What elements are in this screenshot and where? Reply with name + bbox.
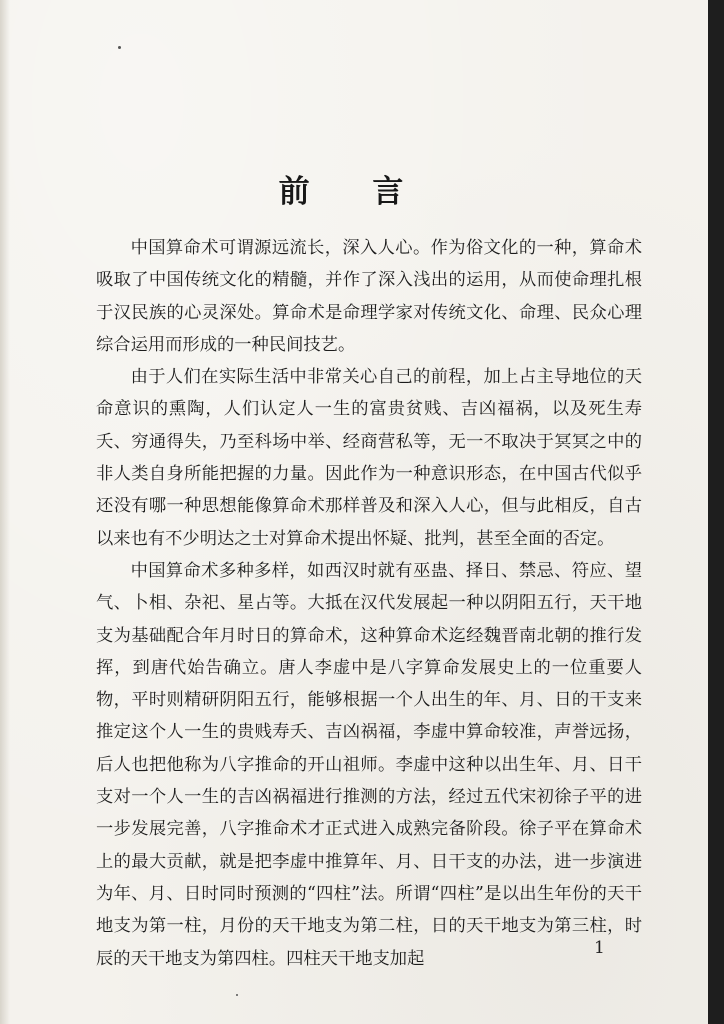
page-binding-shadow — [0, 0, 10, 1024]
paper-speck — [236, 994, 238, 996]
paragraph-2: 由于人们在实际生活中非常关心自己的前程，加上占主导地位的天命意识的熏陶，人们认定人一生的富贵贫贱、吉凶福祸，以及死生寿夭、穷通得失，乃至科场中举、经商营私等，无一不取决于冥冥之中的非人类自身所能把握的力量。因此作为一种意识形态，在中国古代似乎还没有哪一种思想能像算命术那样普及和深入人心，但与此相反，自古以来也有不少明达之士对算命术提出怀疑、批判，甚至全面的否定。 — [96, 367, 642, 549]
paragraph-1: 中国算命术可谓源远流长，深入人心。作为俗文化的一种，算命术吸取了中国传统文化的精髓，并作了深入浅出的运用，从而使命理扎根于汉民族的心灵深处。算命术是命理学家对传统文化、命理、民众心理综合运用而形成的一种民间技艺。 — [96, 238, 642, 355]
body-text — [96, 232, 642, 975]
paragraph-3: 中国算命术多种多样，如西汉时就有巫蛊、择日、禁忌、符应、望气、卜相、杂祀、星占等。大抵在汉代发展起一种以阴阳五行，天干地支为基础配合年月时日的算命术，这种算命术迄经魏晋南北朝的推行发挥，到唐代始告确立。唐人李虚中是八字算命发展史上的一位重要人物，平时则精研阴阳五行，能够根据一个人出生的年、月、日的干支来推定这个人一生的贵贱寿夭、吉凶祸福，李虚中算命较准，声誉远扬，后人也把他称为八字推命的开山祖师。李虚中这种以出生年、月、日干支对一个人一生的吉凶祸福进行推测的方法，经过五代宋初徐子平的进一步发展完善，八字推命术才正式进入成熟完备阶段。徐子平在算命术上的最大贡献，就是把李虚中推算年、月、日干支的办法，进一步演进为年、月、日时同时预测的“四柱”法。所谓“四柱”是以出生年份的天干地支为第一柱，月份的天干地支为第二柱，日的天干地支为第三柱，时辰的天干地支为第四柱。四柱天干地支加起 — [96, 560, 642, 969]
page-number: 1 — [594, 938, 605, 958]
page-title: 前 言 — [278, 174, 430, 210]
paper-speck — [118, 46, 121, 49]
